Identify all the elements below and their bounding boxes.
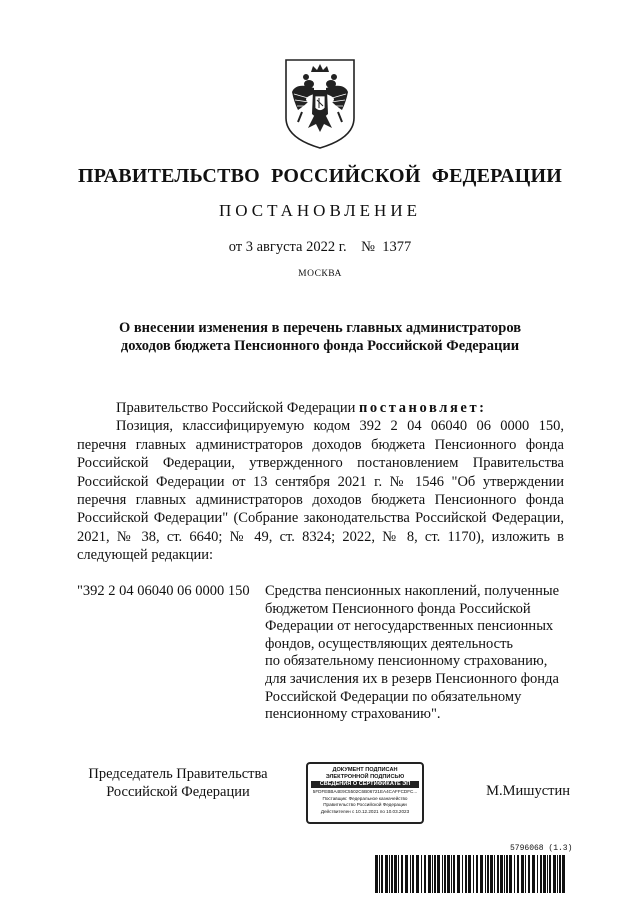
stamp-title-2: ЭЛЕКТРОННОЙ ПОДПИСЬЮ	[325, 773, 405, 780]
stamp-serial: 5FDFEBBA4E9C5502C6B06721EA4CAFFCDFC...	[312, 789, 418, 794]
intro-paragraph	[77, 399, 564, 417]
entry-description	[265, 583, 565, 724]
position-line-1: Председатель Правительства	[88, 766, 268, 782]
entry-line: фондов, осуществляющих деятельность	[265, 635, 514, 652]
document-body	[77, 399, 564, 565]
document-date: от 3 августа 2022 г.	[228, 239, 347, 255]
entry-line: Средства пенсионных накоплений, полученные	[265, 583, 560, 599]
main-paragraph: Позиция, классифицируемую кодом 392 2 04 06040 06 0000 150, перечня главных администраторов доходов бюджета Пенсионного фонда Российской Федерации, утвержденного постановлением Правительства Российской Федерации от 13 сентября 2021 г. № 1546 "Об утверждении перечня главных администраторов доходов бюджета Пенсионного фонда Российской Федерации" (Собрание законодательства Российской Федерации, 2021, № 38, ст. 6640; № 49, ст. 8324; 2022, № 8, ст. 1170), изложить в следующей редакции:	[77, 418, 564, 564]
entry-line: бюджетом Пенсионного фонда Российской	[265, 600, 531, 617]
resolves-word: постановляет:	[358, 400, 487, 416]
entry-line: Российской Федерации по обязательному	[265, 688, 522, 705]
entry-line: для зачисления их в резерв Пенсионного фонда	[265, 670, 559, 687]
position-line-2: Российской Федерации	[106, 784, 250, 800]
document-heading	[80, 319, 560, 355]
coat-of-arms-emblem	[284, 58, 356, 150]
classification-code: "392 2 04 06040 06 0000 150	[77, 583, 250, 599]
stamp-owner: Правительство Российской Федерации	[323, 802, 407, 807]
city: МОСКВА	[298, 269, 342, 279]
stamp-title-1: ДОКУМЕНТ ПОДПИСАН	[332, 767, 398, 773]
heading-line-2: доходов бюджета Пенсионного фонда Российской Федерации	[120, 338, 520, 354]
entry-line: по обязательному пенсионному страхованию,	[265, 653, 548, 670]
signatory-position	[78, 765, 278, 801]
electronic-signature-stamp	[306, 762, 424, 824]
stamp-validity: Действителен с 10.12.2021 по 10.03.2023	[320, 808, 410, 814]
document-number: № 1377	[361, 239, 412, 255]
government-title: ПРАВИТЕЛЬСТВО РОССИЙСКОЙ ФЕДЕРАЦИИ	[78, 165, 562, 187]
barcode	[375, 855, 567, 893]
document-type: ПОСТАНОВЛЕНИЕ	[218, 201, 421, 220]
barcode-number: 5796068 (1.3)	[510, 844, 573, 853]
entry-line: пенсионному страхованию".	[265, 706, 441, 723]
stamp-certificate-bar: СВЕДЕНИЯ О СЕРТИФИКАТЕ ЭП	[311, 781, 419, 788]
intro-text: Правительство Российской Федерации	[116, 400, 359, 416]
entry-line: Федерации от негосударственных пенсионных	[265, 618, 554, 635]
date-line	[0, 239, 640, 256]
stamp-issuer: Поставщик: Федеральное казначейство	[322, 795, 408, 801]
heading-line-1: О внесении изменения в перечень главных администраторов	[118, 320, 522, 336]
signatory-name: М.Мишустин	[486, 783, 570, 799]
